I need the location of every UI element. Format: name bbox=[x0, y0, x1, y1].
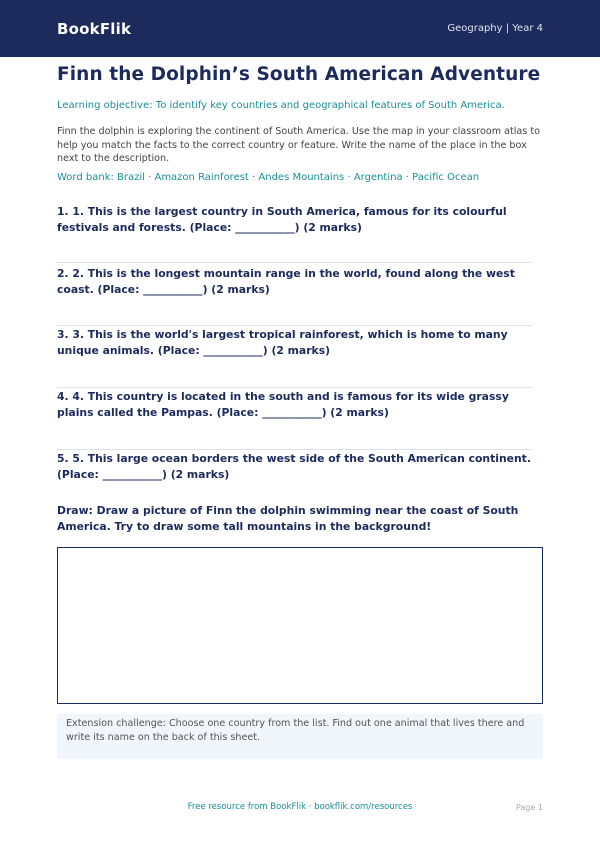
intro-text: Finn the dolphin is exploring the continent of South America. Use the map in your classroom atlas to help you match the facts to the correct country or feature. Write the name of the place in the box next to the description. bbox=[57, 126, 540, 164]
subject-meta: Geography | Year 4 bbox=[447, 23, 543, 34]
worksheet-title: Finn the Dolphin’s South American Adventure bbox=[57, 64, 541, 85]
question-2: 2. 2. This is the longest mountain range in the world, found along the west coast. (Place: ___________) (2 marks) bbox=[57, 267, 515, 296]
divider bbox=[57, 262, 532, 263]
drawing-area[interactable] bbox=[57, 547, 543, 704]
draw-prompt: Draw: Draw a picture of Finn the dolphin swimming near the coast of South America. Try to draw some tall mountains in the background! bbox=[57, 504, 519, 533]
question-3: 3. 3. This is the world's largest tropical rainforest, which is home to many unique animals. (Place: ___________) (2 marks) bbox=[57, 328, 508, 357]
extension-challenge: Extension challenge: Choose one country from the list. Find out one animal that lives there and write its name on the back of this sheet. bbox=[57, 714, 543, 759]
learning-objective: Learning objective: To identify key countries and geographical features of South America. bbox=[57, 100, 505, 111]
header-bar bbox=[0, 0, 600, 57]
page-number: Page 1 bbox=[516, 803, 543, 812]
divider bbox=[57, 449, 532, 450]
question-5: 5. 5. This large ocean borders the west side of the South American continent. (Place: ___________) (2 marks) bbox=[57, 452, 531, 481]
word-bank: Word bank: Brazil · Amazon Rainforest · Andes Mountains · Argentina · Pacific Ocean bbox=[57, 172, 480, 183]
divider bbox=[57, 325, 532, 326]
brand-logo[interactable]: BookFlik bbox=[57, 19, 132, 38]
divider bbox=[57, 387, 532, 388]
question-4: 4. 4. This country is located in the south and is famous for its wide grassy plains called the Pampas. (Place: ___________) (2 marks) bbox=[57, 390, 509, 419]
footer-link[interactable]: Free resource from BookFlik · bookflik.com/resources bbox=[187, 802, 413, 812]
question-1: 1. 1. This is the largest country in South America, famous for its colourful festivals and forests. (Place: ___________) (2 marks) bbox=[57, 205, 507, 234]
